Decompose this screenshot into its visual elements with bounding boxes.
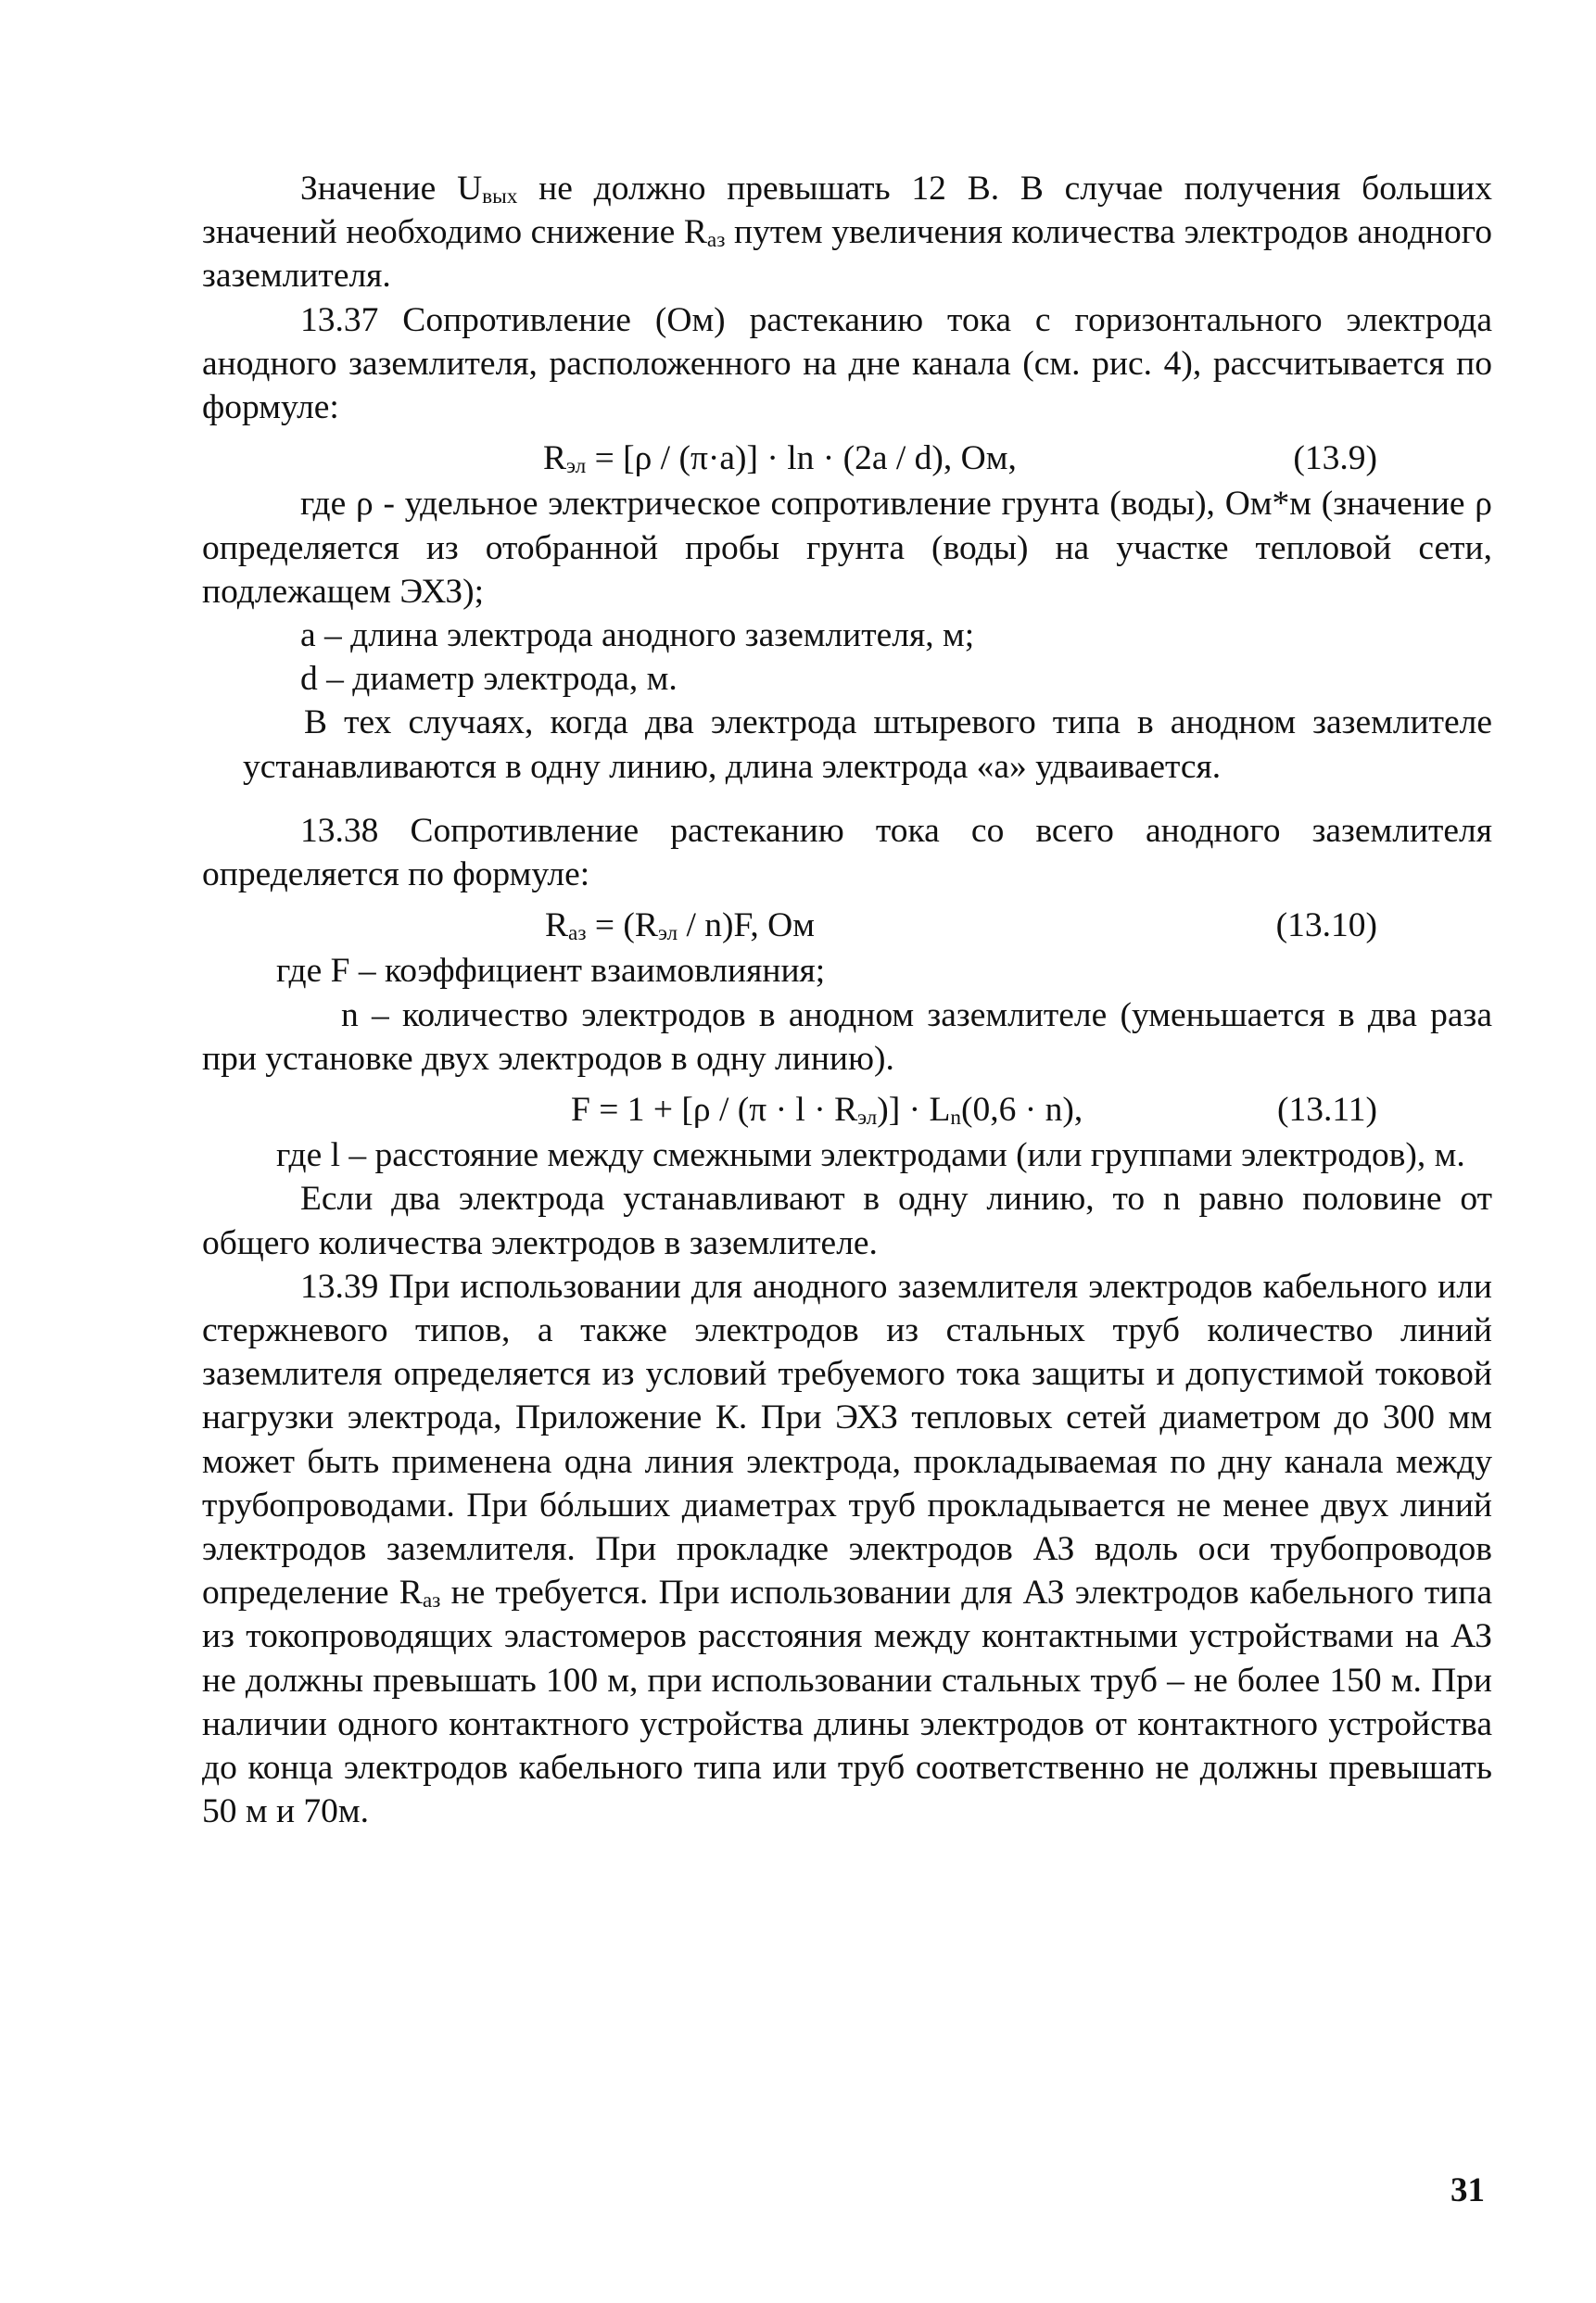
definition-n: n – количество электродов в анодном заземлителе (уменьшается в два раза при установке двух электродов в одну линию). (202, 995, 1492, 1078)
note-pin-electrodes: В тех случаях, когда два электрода штыревого типа в анодном заземлителе устанавливаются в одну линию, длина электрода «а» удваивается. (243, 703, 1492, 786)
definition-l: где l – расстояние между смежными электродами (или группами электродов), м. (276, 1136, 1465, 1175)
paragraph-13-38: 13.38 Сопротивление растеканию тока со всего анодного заземлителя определяется по формуле: (202, 811, 1492, 894)
paragraph-output-voltage: Значение Uвых не должно превышать 12 В. В случае получения больших значений необходимо снижение Rаз путем увеличения количества электродов анодного заземлителя. (202, 170, 1492, 296)
page-number: 31 (1450, 2171, 1485, 2209)
definition-d: d – диаметр электрода, м. (300, 660, 678, 699)
body-text (202, 167, 1492, 1833)
formula-number: (13.11) (1277, 1091, 1377, 1130)
formula-number: (13.10) (1275, 906, 1377, 945)
definition-f: где F – коэффициент взаимовлияния; (276, 952, 826, 991)
paragraph-13-37: 13.37 Сопротивление (Ом) растеканию тока с горизонтального электрода анодного заземлителя, расположенного на дне канала (см. рис. 4), рассчитывается по формуле: (202, 300, 1492, 427)
paragraph-13-39: 13.39 При использовании для анодного заземлителя электродов кабельного или стержневого типов, а также электродов из стальных труб количество линий заземлителя определяется из условий требуемого тока защиты и допустимой токовой нагрузки электрода, Приложение К. При ЭХЗ тепловых сетей диаметром до 300 мм может быть применена одна линия электрода, прокладываемая по дну канала между трубопроводами. При бóльших диаметрах труб прокладывается не менее двух линий электродов заземлителя. При прокладке электродов АЗ вдоль оси трубопроводов определение Rаз не требуется. При использовании для АЗ электродов кабельного типа из токопроводящих эластомеров расстояния между контактными устройствами на АЗ не должны превышать 100 м, при использовании стальных труб – не более 150 м. При наличии одного контактного устройства длины электродов от контактного устройства до конца электродов кабельного типа или труб соответственно не должны превышать 50 м и 70м. (202, 1267, 1493, 1831)
formula-number: (13.9) (1293, 439, 1377, 478)
where-rho-definition: где ρ - удельное электрическое сопротивление грунта (воды), Ом*м (значение ρ определяется из отобранной пробы грунта (воды) на участке тепловой сети, подлежащем ЭХЗ); (202, 485, 1492, 611)
formula-13-9: Rэл = [ρ / (π·a)] · ln · (2a / d), Ом, (13.9) (202, 437, 1492, 480)
definition-a: а – длина электрода анодного заземлителя, м; (300, 616, 975, 655)
formula-13-11: F = 1 + [ρ / (π · l · Rэл)] · Ln(0,6 · n), (13.11) (202, 1088, 1492, 1132)
note-half-electrodes: Если два электрода устанавливают в одну линию, то n равно половине от общего количества электродов в заземлителе. (202, 1180, 1492, 1262)
formula-13-10: Rаз = (Rэл / n)F, Ом (13.10) (202, 904, 1492, 947)
